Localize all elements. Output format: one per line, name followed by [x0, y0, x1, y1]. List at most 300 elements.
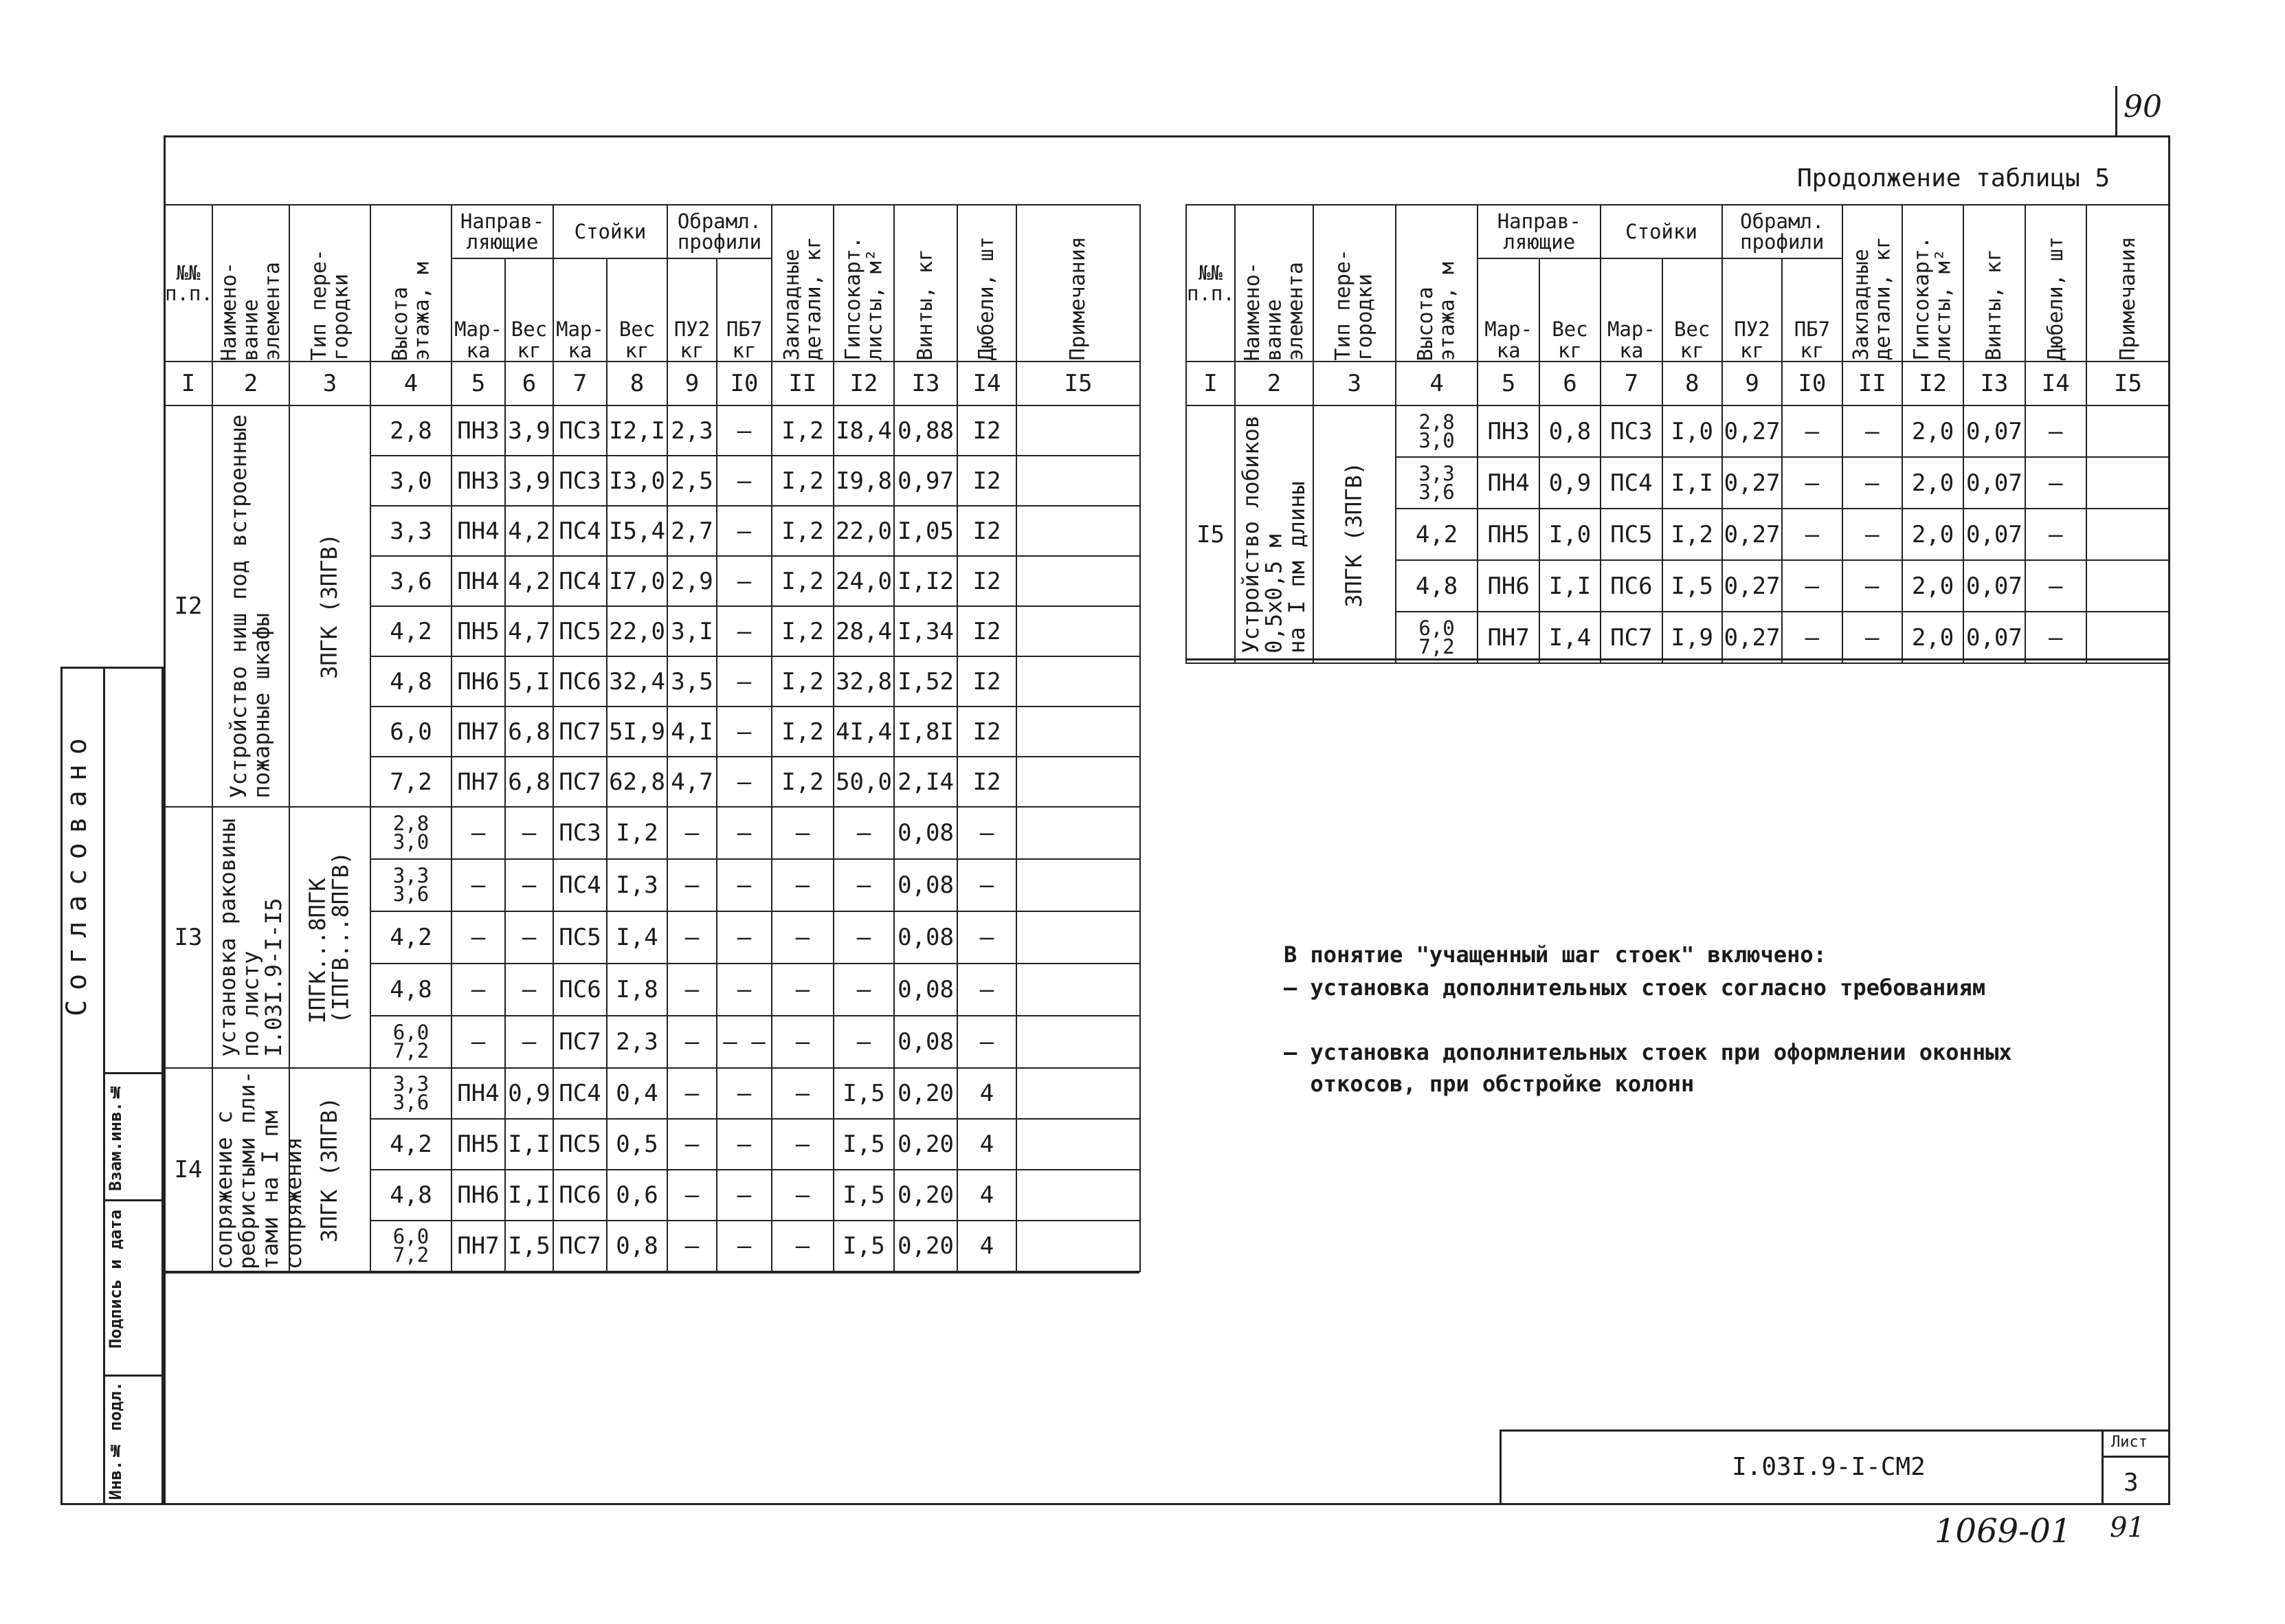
- guide-mark: ПН7: [452, 1221, 505, 1271]
- stamp-divider: [2102, 1456, 2170, 1458]
- stud-mark: ПС5: [553, 1119, 607, 1170]
- left-table-bottom-line: [164, 1271, 1139, 1273]
- gypsum-sheets: –: [834, 911, 894, 964]
- screws: I,I2: [894, 556, 957, 606]
- stud-mark: ПС4: [1601, 457, 1662, 509]
- floor-height: 3,3: [370, 506, 452, 556]
- gypsum-sheets: 2,0: [1902, 612, 1963, 663]
- table-row: [164, 807, 1140, 859]
- stacked-value: 3,3: [392, 1072, 430, 1096]
- stud-weight: 0,5: [607, 1119, 667, 1170]
- gypsum-sheets: 2,0: [1902, 560, 1963, 612]
- pu2-weight: 0,27: [1722, 612, 1782, 663]
- gypsum-sheets: I9,8: [834, 456, 894, 506]
- table-row: [1186, 405, 2170, 457]
- element-name-text: сопряжение с ребристыми пли- тами на I пм сопряжения: [211, 1070, 306, 1269]
- screws: 0,97: [894, 456, 957, 506]
- floor-height: 4,8: [370, 1170, 452, 1221]
- stacked-value: 7,2: [392, 1039, 430, 1063]
- guide-mark: –: [452, 1016, 505, 1068]
- sign-date-label: Подпись и дата: [106, 1210, 125, 1349]
- embedded-parts: I,2: [772, 757, 834, 807]
- floor-height: 3,0: [370, 456, 452, 506]
- sheet-label: Лист: [2111, 1434, 2148, 1451]
- pu2-weight: –: [667, 1068, 717, 1119]
- document-code: I.03I.9-I-СМ2: [1732, 1453, 1926, 1481]
- right-table-bottom-line: [1185, 658, 2170, 660]
- guide-weight: 4,7: [505, 606, 553, 656]
- stacked-value: 3,6: [1418, 480, 1455, 504]
- stacked-value: 3,3: [1418, 461, 1455, 485]
- guide-weight: –: [505, 807, 553, 859]
- dowels: –: [957, 964, 1016, 1016]
- pb7-weight: –: [717, 456, 772, 506]
- pb7-weight: –: [1782, 457, 1842, 509]
- partition-type-text: ЗПГК (ЗПГВ): [316, 1097, 343, 1243]
- screws: 0,08: [894, 1016, 957, 1068]
- embedded-parts: –: [772, 807, 834, 859]
- gypsum-sheets: 4I,4: [834, 707, 894, 757]
- pb7-weight: –: [717, 807, 772, 859]
- pu2-header: ПУ2 кг: [1722, 258, 1782, 361]
- embedded-parts: –: [772, 1068, 834, 1119]
- guide-mark: ПН3: [452, 456, 505, 506]
- pb7-header: ПБ7 кг: [717, 258, 772, 361]
- notes-cell: [2086, 560, 2170, 612]
- notes-cell: [1016, 606, 1140, 656]
- gypsum-sheets: –: [834, 964, 894, 1016]
- gypsum-sheets: I,5: [834, 1221, 894, 1271]
- band-rule: [103, 1375, 164, 1377]
- partition-type: [289, 405, 370, 807]
- col-name-header: Наимено- вание элемента: [1235, 205, 1313, 361]
- embedded-parts: –: [1842, 509, 1902, 560]
- header-row: [1186, 205, 2170, 258]
- stud-weight: I,2: [1662, 509, 1722, 560]
- frame-header: Обрамл. профили: [667, 205, 772, 258]
- dowels: –: [957, 807, 1016, 859]
- note-line-4: откосов, при обстройке колонн: [1284, 1071, 1695, 1097]
- col-type-header: Тип пере- городки: [1313, 205, 1396, 361]
- frame-header: Обрамл. профили: [1722, 205, 1842, 258]
- studs-mark-header: Мар- ка: [553, 258, 607, 361]
- stud-weight: I,2: [607, 807, 667, 859]
- floor-height: [370, 859, 452, 911]
- dowels: 4: [957, 1221, 1016, 1271]
- partition-type: [1313, 405, 1396, 663]
- partition-type: [289, 807, 370, 1068]
- guide-mark: ПН6: [452, 656, 505, 707]
- stud-mark: ПС4: [553, 556, 607, 606]
- dowels: –: [957, 911, 1016, 964]
- stud-mark: ПС7: [553, 1016, 607, 1068]
- dowels: 4: [957, 1170, 1016, 1221]
- pu2-header: ПУ2 кг: [667, 258, 717, 361]
- item-number: I4: [164, 1068, 212, 1271]
- pu2-weight: 3,5: [667, 656, 717, 707]
- stud-weight: 0,6: [607, 1170, 667, 1221]
- table-caption: Продолжение таблицы 5: [1797, 164, 2110, 192]
- notes-cell: [1016, 859, 1140, 911]
- table-row: [164, 1068, 1140, 1119]
- guide-weight: 6,8: [505, 757, 553, 807]
- stud-mark: ПС3: [553, 807, 607, 859]
- notes-cell: [2086, 405, 2170, 457]
- pu2-weight: –: [667, 911, 717, 964]
- studs-header: Стойки: [1601, 205, 1722, 258]
- notes-cell: [1016, 656, 1140, 707]
- column-number: 2: [212, 361, 289, 405]
- floor-height: 4,2: [370, 606, 452, 656]
- column-number: I3: [894, 361, 957, 405]
- column-number-row: [164, 361, 1140, 405]
- guide-mark: ПН6: [452, 1170, 505, 1221]
- embedded-parts: –: [772, 859, 834, 911]
- column-number: I0: [1782, 361, 1842, 405]
- guide-mark: ПН4: [452, 556, 505, 606]
- pu2-weight: 0,27: [1722, 457, 1782, 509]
- gypsum-sheets: –: [834, 859, 894, 911]
- guide-mark: ПН4: [452, 1068, 505, 1119]
- col-type-header: Тип пере- городки: [289, 205, 370, 361]
- pb7-weight: – –: [717, 1016, 772, 1068]
- screws: 2,I4: [894, 757, 957, 807]
- notes-cell: [1016, 556, 1140, 606]
- guide-weight: 0,8: [1539, 405, 1601, 457]
- gypsum-sheets: –: [834, 807, 894, 859]
- floor-height: 2,8: [370, 405, 452, 456]
- header-row: [164, 205, 1140, 258]
- notes-cell: [1016, 1016, 1140, 1068]
- stud-mark: ПС4: [553, 1068, 607, 1119]
- guide-mark: ПН7: [452, 707, 505, 757]
- screws: I,8I: [894, 707, 957, 757]
- sheet-number: 3: [2124, 1469, 2139, 1497]
- stud-weight: 62,8: [607, 757, 667, 807]
- screws: 0,07: [1963, 509, 2025, 560]
- pb7-weight: –: [717, 757, 772, 807]
- guide-mark: ПН6: [1478, 560, 1539, 612]
- guides-header: Направ- ляющие: [1478, 205, 1601, 258]
- guide-weight: I,I: [505, 1119, 553, 1170]
- col-embedded-header: Закладные детали, кг: [1842, 205, 1902, 361]
- studs-mark-header: Мар- ка: [1601, 258, 1662, 361]
- element-name: [211, 1068, 306, 1271]
- stamp-divider: [2102, 1430, 2104, 1505]
- pb7-weight: –: [717, 911, 772, 964]
- stud-mark: ПС7: [553, 757, 607, 807]
- embedded-parts: I,2: [772, 506, 834, 556]
- column-number: 9: [1722, 361, 1782, 405]
- column-number: I3: [1963, 361, 2025, 405]
- dowels: –: [957, 1016, 1016, 1068]
- gypsum-sheets: I,5: [834, 1119, 894, 1170]
- embedded-parts: –: [772, 964, 834, 1016]
- notes-cell: [1016, 911, 1140, 964]
- gypsum-sheets: 2,0: [1902, 405, 1963, 457]
- pu2-weight: –: [667, 1016, 717, 1068]
- floor-height: 4,8: [1396, 560, 1478, 612]
- floor-height: 3,6: [370, 556, 452, 606]
- guide-weight: I,4: [1539, 612, 1601, 663]
- guide-weight: –: [505, 911, 553, 964]
- studs-header: Стойки: [553, 205, 667, 258]
- stud-mark: ПС3: [553, 456, 607, 506]
- stud-mark: ПС6: [553, 1170, 607, 1221]
- col-name-header: Наимено- вание элемента: [212, 205, 289, 361]
- column-number: 8: [1662, 361, 1722, 405]
- pu2-weight: –: [667, 1170, 717, 1221]
- screws: 0,08: [894, 911, 957, 964]
- stacked-value: 2,8: [392, 812, 430, 836]
- guide-weight: 0,9: [1539, 457, 1601, 509]
- studs-weight-header: Вес кг: [1662, 258, 1722, 361]
- notes-cell: [2086, 457, 2170, 509]
- notes-cell: [2086, 612, 2170, 663]
- stud-mark: ПС5: [553, 606, 607, 656]
- element-name: [1235, 405, 1313, 663]
- screws: I,52: [894, 656, 957, 707]
- pb7-weight: –: [1782, 405, 1842, 457]
- stacked-value: 3,6: [392, 1091, 430, 1114]
- guides-mark-header: Мар- ка: [452, 258, 505, 361]
- column-number: 4: [1396, 361, 1478, 405]
- guide-mark: ПН7: [452, 757, 505, 807]
- stud-mark: ПС7: [553, 707, 607, 757]
- pb7-weight: –: [717, 964, 772, 1016]
- col-gypsum-header: Гипсокарт. листы, м²: [1902, 205, 1963, 361]
- guide-weight: 4,2: [505, 506, 553, 556]
- guide-mark: –: [452, 807, 505, 859]
- notes-cell: [1016, 1221, 1140, 1271]
- gypsum-sheets: 2,0: [1902, 509, 1963, 560]
- notes-cell: [1016, 1119, 1140, 1170]
- pb7-weight: –: [717, 1170, 772, 1221]
- column-number: I5: [1016, 361, 1140, 405]
- dowels: I2: [957, 506, 1016, 556]
- column-number: 2: [1235, 361, 1313, 405]
- stud-mark: ПС3: [553, 405, 607, 456]
- screws: 0,20: [894, 1170, 957, 1221]
- pu2-weight: 2,5: [667, 456, 717, 506]
- right-spec-table: [1185, 204, 2170, 664]
- pb7-weight: –: [717, 606, 772, 656]
- screws: 0,08: [894, 807, 957, 859]
- partition-type-text: IПГК...8ПГК (IПГВ...8ПГВ): [304, 851, 354, 1024]
- column-number: 5: [452, 361, 505, 405]
- stud-mark: ПС7: [553, 1221, 607, 1271]
- floor-height: [370, 1221, 452, 1271]
- floor-height: 4,8: [370, 656, 452, 707]
- stud-weight: I,9: [1662, 612, 1722, 663]
- guide-weight: I,0: [1539, 509, 1601, 560]
- pu2-weight: 4,I: [667, 707, 717, 757]
- embedded-parts: –: [1842, 612, 1902, 663]
- screws: I,34: [894, 606, 957, 656]
- embedded-parts: I,2: [772, 456, 834, 506]
- stud-weight: I3,0: [607, 456, 667, 506]
- guide-mark: ПН5: [1478, 509, 1539, 560]
- guide-weight: I,5: [505, 1221, 553, 1271]
- pu2-weight: –: [667, 1221, 717, 1271]
- stud-weight: I2,I: [607, 405, 667, 456]
- pu2-weight: 0,27: [1722, 405, 1782, 457]
- pb7-weight: –: [1782, 612, 1842, 663]
- floor-height: [370, 1068, 452, 1119]
- screws: I,05: [894, 506, 957, 556]
- gypsum-sheets: 50,0: [834, 757, 894, 807]
- notes-cell: [1016, 807, 1140, 859]
- embedded-parts: –: [772, 1016, 834, 1068]
- guide-weight: 6,8: [505, 707, 553, 757]
- column-number: I2: [834, 361, 894, 405]
- floor-height: 4,2: [370, 1119, 452, 1170]
- gypsum-sheets: 28,4: [834, 606, 894, 656]
- note-line-1: В понятие "учащенный шаг стоек" включено:: [1284, 942, 1827, 968]
- screws: 0,20: [894, 1068, 957, 1119]
- screws: 0,88: [894, 405, 957, 456]
- gypsum-sheets: I,5: [834, 1170, 894, 1221]
- col-no-header: №№ п.п.: [164, 205, 212, 361]
- pu2-weight: 0,27: [1722, 560, 1782, 612]
- pu2-weight: 2,3: [667, 405, 717, 456]
- dowels: –: [2025, 509, 2086, 560]
- embedded-parts: –: [1842, 560, 1902, 612]
- pb7-weight: –: [717, 556, 772, 606]
- stud-weight: I,4: [607, 911, 667, 964]
- pu2-weight: –: [667, 807, 717, 859]
- col-screws-header: Винты, кг: [894, 205, 957, 361]
- stud-mark: ПС4: [553, 859, 607, 911]
- pb7-weight: –: [1782, 509, 1842, 560]
- column-number: I4: [2025, 361, 2086, 405]
- floor-height: 4,2: [370, 911, 452, 964]
- col-gypsum-header: Гипсокарт. листы, м²: [834, 205, 894, 361]
- table-row: [164, 405, 1140, 456]
- pu2-weight: –: [667, 859, 717, 911]
- pb7-weight: –: [717, 1068, 772, 1119]
- bottom-handwritten-number: 1069-01: [1935, 1512, 2072, 1550]
- note-line-3: – установка дополнительных стоек при оформлении оконных: [1284, 1039, 2012, 1065]
- stud-weight: I7,0: [607, 556, 667, 606]
- guide-mark: –: [452, 964, 505, 1016]
- guide-weight: I,I: [1539, 560, 1601, 612]
- approved-label: Согласовано: [61, 728, 93, 1016]
- embedded-parts: I,2: [772, 405, 834, 456]
- inv-original-label: Инв.№ подл.: [106, 1381, 125, 1500]
- stud-weight: 32,4: [607, 656, 667, 707]
- screws: 0,20: [894, 1221, 957, 1271]
- embedded-parts: –: [772, 1119, 834, 1170]
- pu2-weight: 4,7: [667, 757, 717, 807]
- guide-weight: 3,9: [505, 456, 553, 506]
- col-screws-header: Винты, кг: [1963, 205, 2025, 361]
- element-name-text: установка раковины по листу I.03I.9-I-I5: [214, 818, 287, 1057]
- stud-weight: I5,4: [607, 506, 667, 556]
- guides-weight-header: Вес кг: [505, 258, 553, 361]
- guide-mark: ПН4: [1478, 457, 1539, 509]
- pb7-weight: –: [717, 656, 772, 707]
- element-name-text: Устройство лобиков 0,5х0,5 м на I пм длины: [1237, 415, 1310, 654]
- screws: 0,07: [1963, 612, 2025, 663]
- guide-mark: ПН7: [1478, 612, 1539, 663]
- guide-mark: ПН5: [452, 1119, 505, 1170]
- pb7-weight: –: [1782, 560, 1842, 612]
- floor-height: 6,0: [370, 707, 452, 757]
- stud-mark: ПС6: [1601, 560, 1662, 612]
- band-divider: [103, 667, 105, 1505]
- dowels: I2: [957, 757, 1016, 807]
- column-number: 6: [1539, 361, 1601, 405]
- gypsum-sheets: I8,4: [834, 405, 894, 456]
- embedded-parts: –: [1842, 457, 1902, 509]
- column-number: I4: [957, 361, 1016, 405]
- stud-mark: ПС4: [553, 506, 607, 556]
- studs-weight-header: Вес кг: [607, 258, 667, 361]
- floor-height: 4,2: [1396, 509, 1478, 560]
- dowels: I2: [957, 456, 1016, 506]
- stacked-value: 3,0: [1418, 428, 1455, 452]
- stud-weight: 0,4: [607, 1068, 667, 1119]
- guides-header: Направ- ляющие: [452, 205, 553, 258]
- stacked-value: 6,0: [392, 1021, 430, 1045]
- column-number-row: [1186, 361, 2170, 405]
- col-no-header: №№ п.п.: [1186, 205, 1235, 361]
- page-number-top: 90: [2124, 89, 2162, 124]
- pb7-header: ПБ7 кг: [1782, 258, 1842, 361]
- dowels: 4: [957, 1068, 1016, 1119]
- column-number: 7: [553, 361, 607, 405]
- column-number: II: [772, 361, 834, 405]
- pb7-weight: –: [717, 506, 772, 556]
- embedded-parts: –: [772, 911, 834, 964]
- column-number: 7: [1601, 361, 1662, 405]
- dowels: I2: [957, 556, 1016, 606]
- stacked-value: 6,0: [392, 1225, 430, 1249]
- item-number: I5: [1186, 405, 1235, 663]
- guide-weight: –: [505, 964, 553, 1016]
- dowels: I2: [957, 707, 1016, 757]
- stud-mark: ПС6: [553, 656, 607, 707]
- page-number-divider: [2115, 86, 2117, 137]
- pu2-weight: 2,9: [667, 556, 717, 606]
- floor-height: [370, 1016, 452, 1068]
- notes-cell: [1016, 405, 1140, 456]
- embedded-parts: –: [772, 1221, 834, 1271]
- guide-weight: 0,9: [505, 1068, 553, 1119]
- dowels: –: [2025, 405, 2086, 457]
- stud-mark: ПС3: [1601, 405, 1662, 457]
- partition-type-text: ЗПГК (ЗПГВ): [1340, 461, 1367, 608]
- gypsum-sheets: 22,0: [834, 506, 894, 556]
- stud-weight: 5I,9: [607, 707, 667, 757]
- embedded-parts: I,2: [772, 656, 834, 707]
- screws: 0,08: [894, 964, 957, 1016]
- floor-height: 7,2: [370, 757, 452, 807]
- notes-cell: [1016, 964, 1140, 1016]
- dowels: I2: [957, 606, 1016, 656]
- floor-height: [1396, 457, 1478, 509]
- screws: 0,08: [894, 859, 957, 911]
- bottom-page-number: 91: [2110, 1512, 2145, 1544]
- guide-mark: –: [452, 859, 505, 911]
- stud-weight: I,0: [1662, 405, 1722, 457]
- column-number: 5: [1478, 361, 1539, 405]
- pu2-weight: 0,27: [1722, 509, 1782, 560]
- guide-weight: –: [505, 859, 553, 911]
- embedded-parts: I,2: [772, 707, 834, 757]
- screws: 0,07: [1963, 405, 2025, 457]
